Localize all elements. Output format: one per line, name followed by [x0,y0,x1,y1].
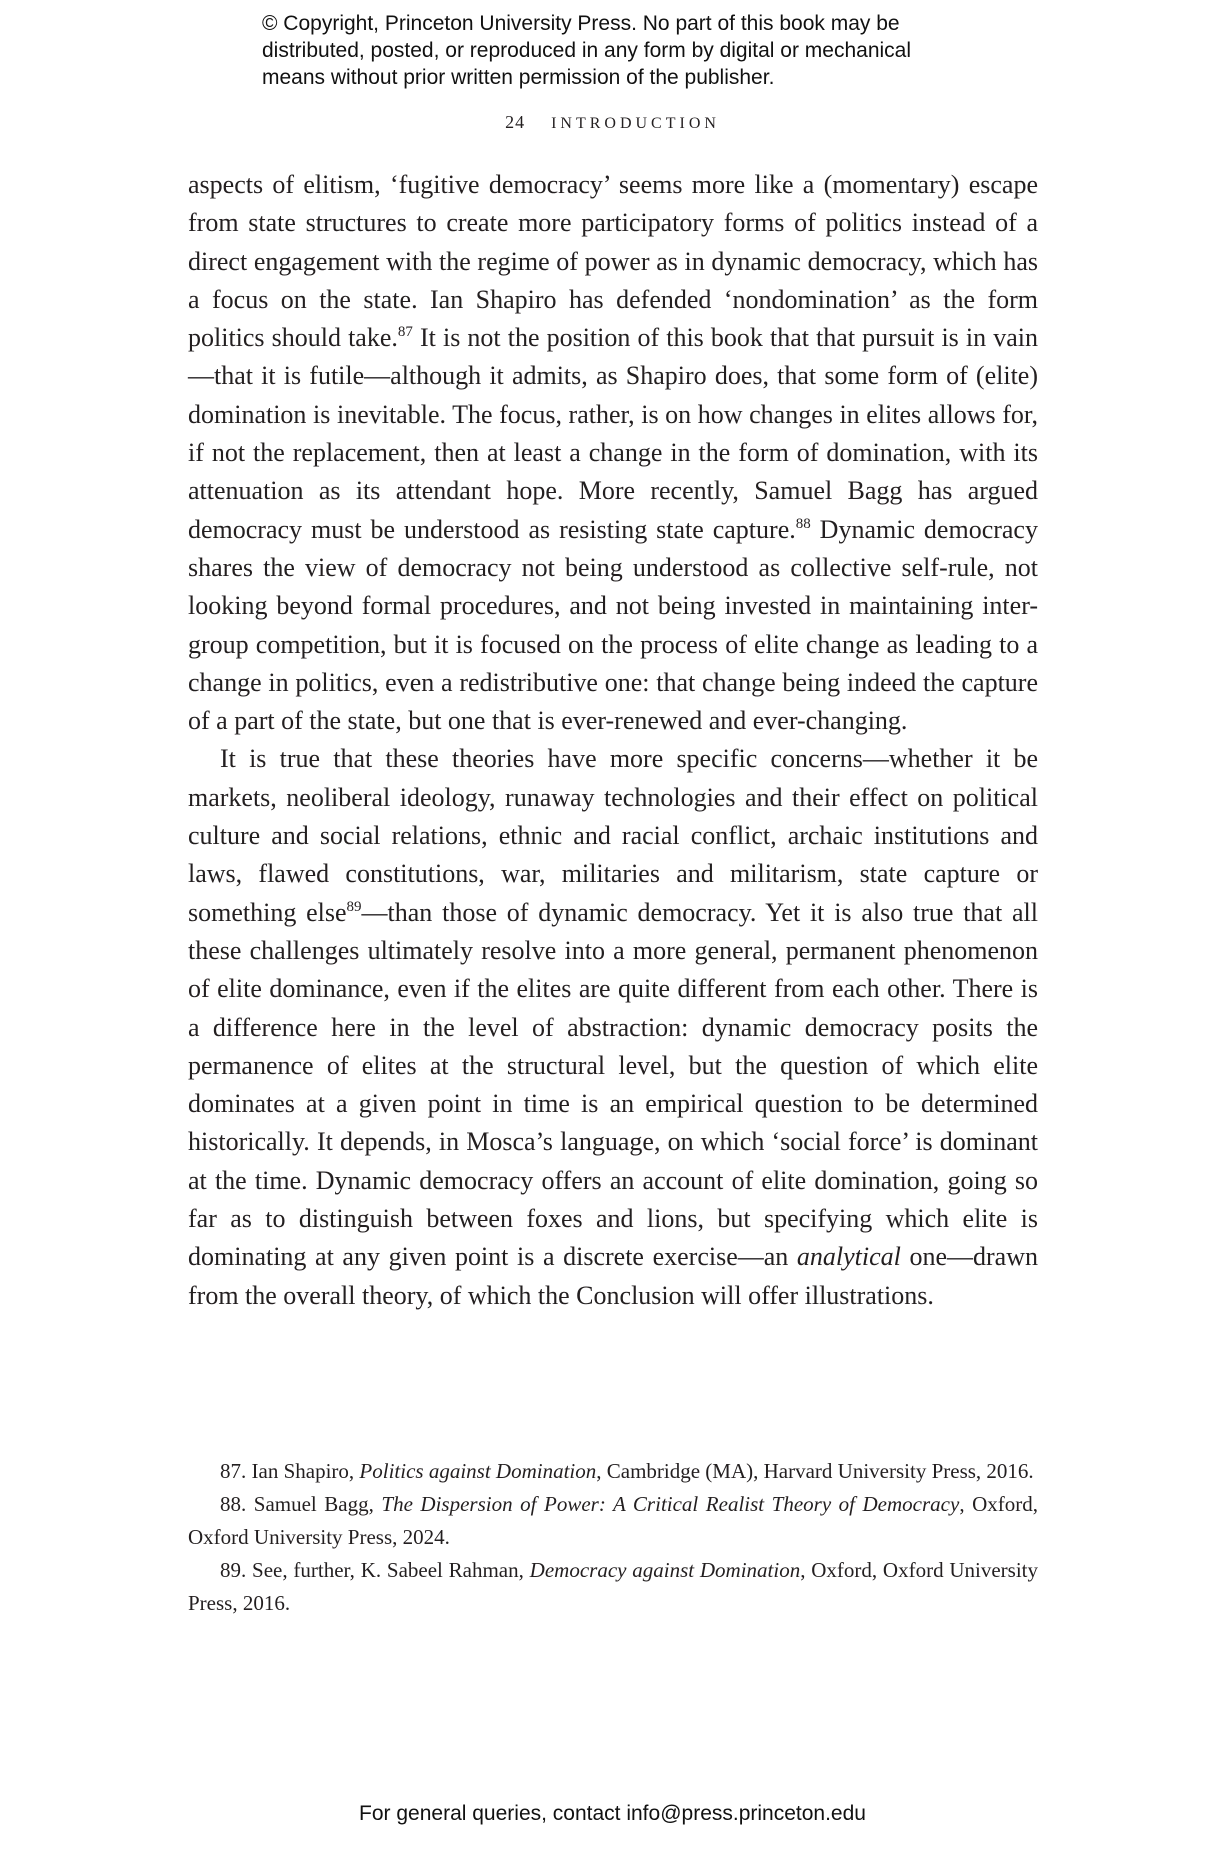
footnote-title: Democracy against Domination [529,1558,801,1582]
paragraph [188,166,1038,740]
footnote-text: , Oxford, Oxford University Press, 2016. [188,1558,1038,1615]
footnote-text: 88. Samuel Bagg, [220,1492,382,1516]
italic-term: analytical [796,1242,901,1272]
paragraph-text: Dynamic democracy shares the view of democracy not being understood as collective self-rule, not looking beyond formal procedures, and not being invested in maintaining inter-group competition, but it is focused on the process of elite change as leading to a change in politics, even a redistributive one: that change being indeed the capture of a part of the state, but one that is ever-renewed and ever-changing. [188,514,1038,736]
body-text [188,166,1038,1315]
paragraph-text: —than those of dynamic democracy. Yet it is also true that all these challenges ultimately resolve into a more general, permanent phenomenon of elite dominance, even if the elites are quite different from each other. There is a difference here in the level of abstraction: dynamic democracy posits the permanence of elites at the structural level, but the question of which elite dominates at a given point in time is an empirical question to be determined historically. It depends, in Mosca’s language, on which ‘social force’ is dominant at the time. Dynamic democracy offers an account of elite domination, going so far as to distinguish between foxes and lions, but specifying which elite is dominating at any given point is a discrete exercise—an [188,897,1038,1272]
footnote-title: Politics against Domination [359,1459,597,1483]
footnote-88 [188,1488,1038,1554]
footnote-text: 89. See, further, K. Sabeel Rahman, [220,1558,530,1582]
running-head [0,112,1225,133]
footnote-ref-89[interactable]: 89 [346,898,362,915]
footnotes [188,1455,1038,1620]
footnote-ref-88[interactable]: 88 [795,515,811,532]
paragraph-text: one—drawn from the overall theory, of which the Conclusion will offer illustrations. [188,1242,1039,1310]
running-head-title: INTRODUCTION [551,115,720,132]
copyright-line: distributed, posted, or reproduced in any form by digital or mechanical [262,39,912,62]
copyright-notice [262,10,1002,91]
paragraph-text: It is not the position of this book that that pursuit is in vain—that it is futile—although it admits, as Shapiro does, that some form of (elite) domination is inevitable. The focus, rather, is on how changes in elites allows for, if not the replacement, then at least a change in the form of domination, with its attenuation as its attendant hope. More recently, Samuel Bagg has argued democracy must be understood as resisting state capture. [188,323,1038,544]
contact-footer: For general queries, contact info@press.princeton.edu [359,1802,866,1825]
footnote-text: , Cambridge (MA), Harvard University Press, 2016. [596,1459,1034,1483]
paragraph-text: It is true that these theories have more specific concerns—whether it be markets, neoliberal ideology, runaway technologies and their effect on political culture and social relations, ethnic and racial conflict, archaic institutions and laws, flawed constitutions, war, militaries and militarism, state capture or something else [188,744,1038,927]
footnote-text: , Oxford, Oxford University Press, 2024. [188,1492,1038,1549]
paragraph-text: aspects of elitism, ‘fugitive democracy’ seems more like a (momentary) escape from state structures to create more participatory forms of politics instead of a direct engagement with the regime of power as in dynamic democracy, which has a focus on the state. Ian Shapiro has defended ‘nondomination’ as the form politics should take. [188,170,1038,353]
page-number: 24 [505,112,526,132]
footnote-text: 87. Ian Shapiro, [220,1459,360,1483]
footnote-89 [188,1554,1038,1620]
copyright-line: means without prior written permission of the publisher. [262,66,775,89]
footnote-title: The Dispersion of Power: A Critical Realist Theory of Democracy [381,1492,960,1516]
paragraph [188,740,1038,1314]
footnote-ref-87[interactable]: 87 [397,324,413,341]
copyright-line: © Copyright, Princeton University Press. No part of this book may be [262,12,900,35]
footnote-87 [188,1455,1038,1488]
